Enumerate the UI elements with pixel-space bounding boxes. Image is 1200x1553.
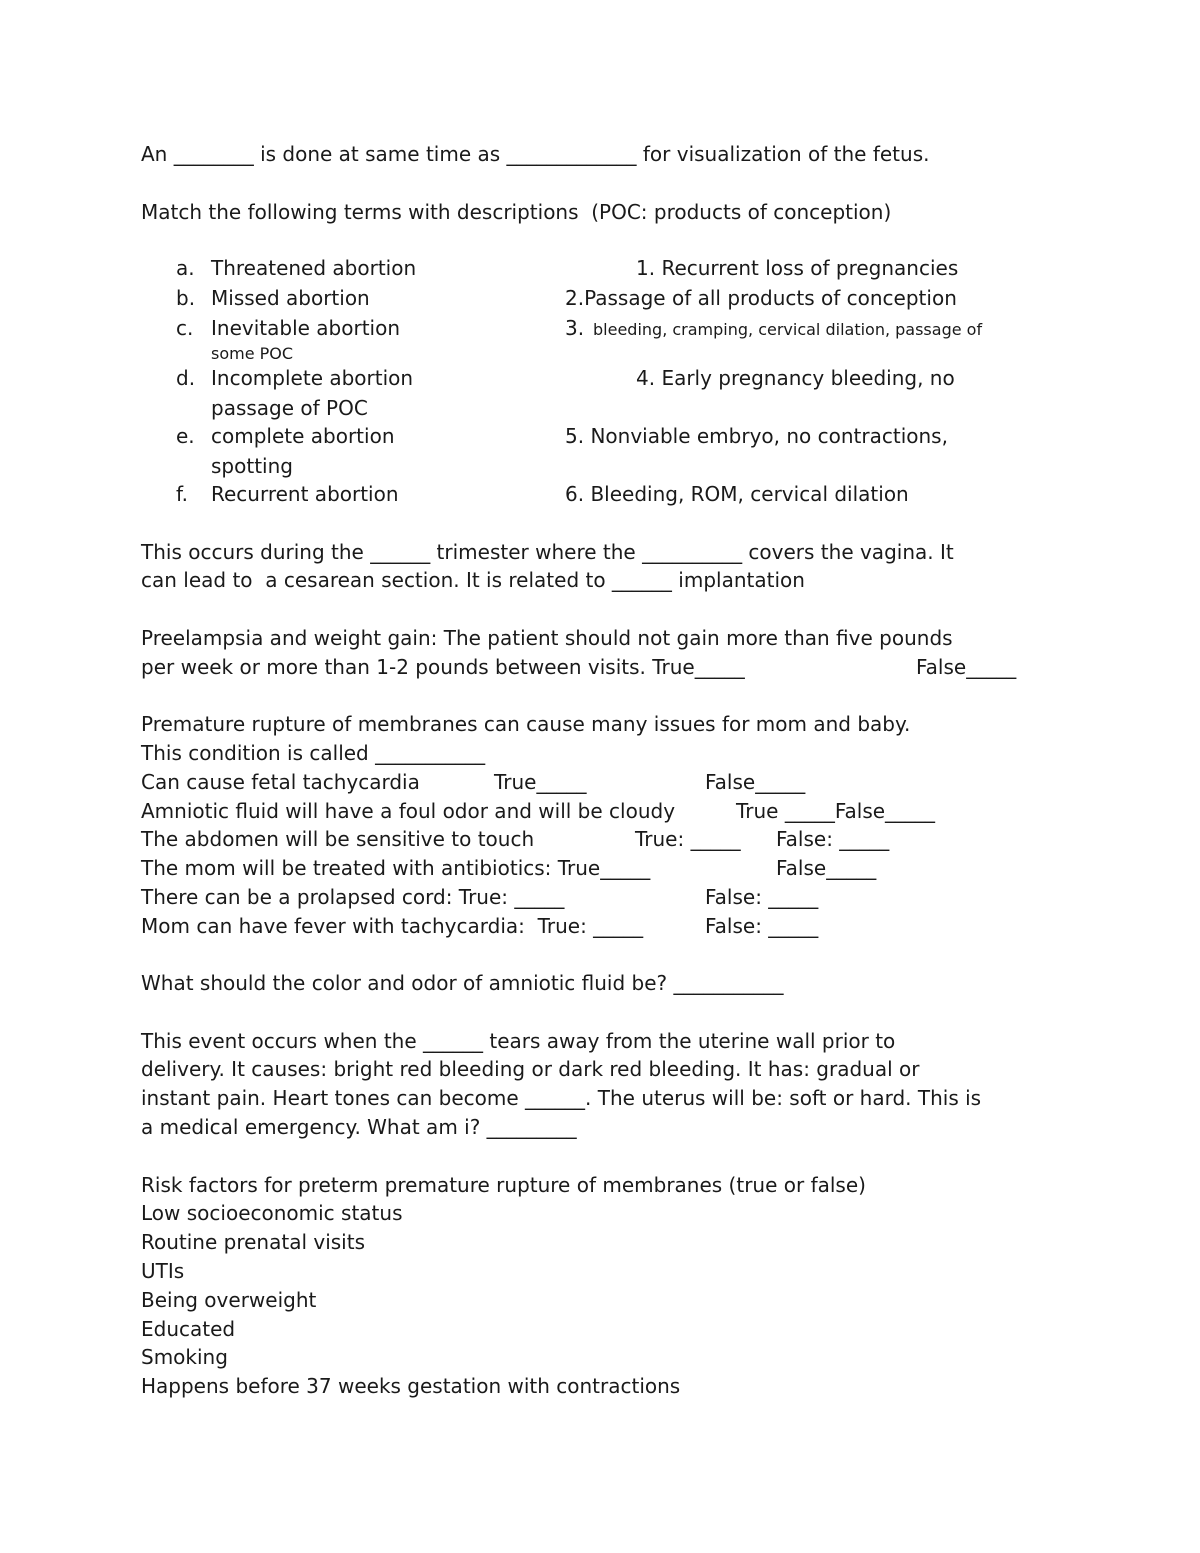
risk-factor-item: Educated xyxy=(141,1317,236,1341)
risk-factor-item: Low socioeconomic status xyxy=(141,1201,403,1225)
false-blank: False: _____ xyxy=(776,827,890,851)
false-blank: False_____ xyxy=(916,655,1017,679)
description-wrap: passage of POC xyxy=(211,396,368,420)
description-wrap: spotting xyxy=(211,454,293,478)
prom-intro-line: This condition is called ___________ xyxy=(141,741,486,765)
description-item: 1. Recurrent loss of pregnancies xyxy=(636,256,959,280)
term-item: Inevitable abortion xyxy=(211,316,401,340)
question-abruption-line: This event occurs when the ______ tears away from the uterine wall prior to xyxy=(141,1029,896,1053)
tf-statement: There can be a prolapsed cord: True: _____ xyxy=(141,885,565,909)
matching-instructions: Match the following terms with descriptions (POC: products of conception) xyxy=(141,200,892,224)
question-preeclampsia-line: Preelampsia and weight gain: The patient should not gain more than five pounds xyxy=(141,626,953,650)
list-marker: c. xyxy=(176,316,194,340)
description-number: 3. xyxy=(565,316,585,340)
term-item: Threatened abortion xyxy=(211,256,417,280)
description-item: 6. Bleeding, ROM, cervical dilation xyxy=(565,482,909,506)
tf-statement: Mom can have fever with tachycardia: True: _____ xyxy=(141,914,644,938)
risk-factor-item: UTIs xyxy=(141,1259,185,1283)
question-amniotic-fluid: What should the color and odor of amniotic fluid be? ___________ xyxy=(141,971,784,995)
prom-intro-line: Premature rupture of membranes can cause many issues for mom and baby. xyxy=(141,712,911,736)
term-item: Recurrent abortion xyxy=(211,482,399,506)
risk-factor-item: Being overweight xyxy=(141,1288,317,1312)
risk-factors-title: Risk factors for preterm premature rupture of membranes (true or false) xyxy=(141,1173,866,1197)
true-blank: True_____ xyxy=(494,770,587,794)
risk-factor-item: Smoking xyxy=(141,1345,228,1369)
tf-statement: Can cause fetal tachycardia xyxy=(141,770,420,794)
list-marker: e. xyxy=(176,424,195,448)
true-blank: True: _____ xyxy=(635,827,741,851)
question-ultrasound: An ________ is done at same time as _____________ for visualization of the fetus. xyxy=(141,142,930,166)
list-marker: a. xyxy=(176,256,195,280)
tf-statement: The mom will be treated with antibiotics: True_____ xyxy=(141,856,651,880)
tf-statement: The abdomen will be sensitive to touch xyxy=(141,827,535,851)
question-abruption-line: a medical emergency. What am i? _________ xyxy=(141,1115,577,1139)
false-blank: False_____ xyxy=(776,856,877,880)
question-abruption-line: delivery. It causes: bright red bleeding or dark red bleeding. It has: gradual or xyxy=(141,1057,920,1081)
false-blank: False_____ xyxy=(705,770,806,794)
question-abruption-line: instant pain. Heart tones can become ______. The uterus will be: soft or hard. This is xyxy=(141,1086,982,1110)
description-item: 5. Nonviable embryo, no contractions, xyxy=(565,424,948,448)
description-wrap: some POC xyxy=(211,344,294,363)
list-marker: f. xyxy=(176,482,188,506)
description-item: bleeding, cramping, cervical dilation, passage of xyxy=(593,320,983,339)
term-item: Incomplete abortion xyxy=(211,366,414,390)
risk-factor-item: Happens before 37 weeks gestation with contractions xyxy=(141,1374,681,1398)
tf-statement: Amniotic fluid will have a foul odor and will be cloudy xyxy=(141,799,676,823)
description-item: 2.Passage of all products of conception xyxy=(565,286,957,310)
question-previa-line: This occurs during the ______ trimester where the __________ covers the vagina. It xyxy=(141,540,954,564)
question-previa-line: can lead to a cesarean section. It is related to ______ implantation xyxy=(141,568,805,592)
false-blank: False: _____ xyxy=(705,885,819,909)
question-preeclampsia-line: per week or more than 1-2 pounds between visits. True_____ xyxy=(141,655,745,679)
risk-factor-item: Routine prenatal visits xyxy=(141,1230,366,1254)
term-item: complete abortion xyxy=(211,424,395,448)
list-marker: b. xyxy=(176,286,196,310)
list-marker: d. xyxy=(176,366,196,390)
false-blank: False: _____ xyxy=(705,914,819,938)
term-item: Missed abortion xyxy=(211,286,370,310)
description-item: 4. Early pregnancy bleeding, no xyxy=(636,366,955,390)
true-false-blank: True _____False_____ xyxy=(736,799,936,823)
